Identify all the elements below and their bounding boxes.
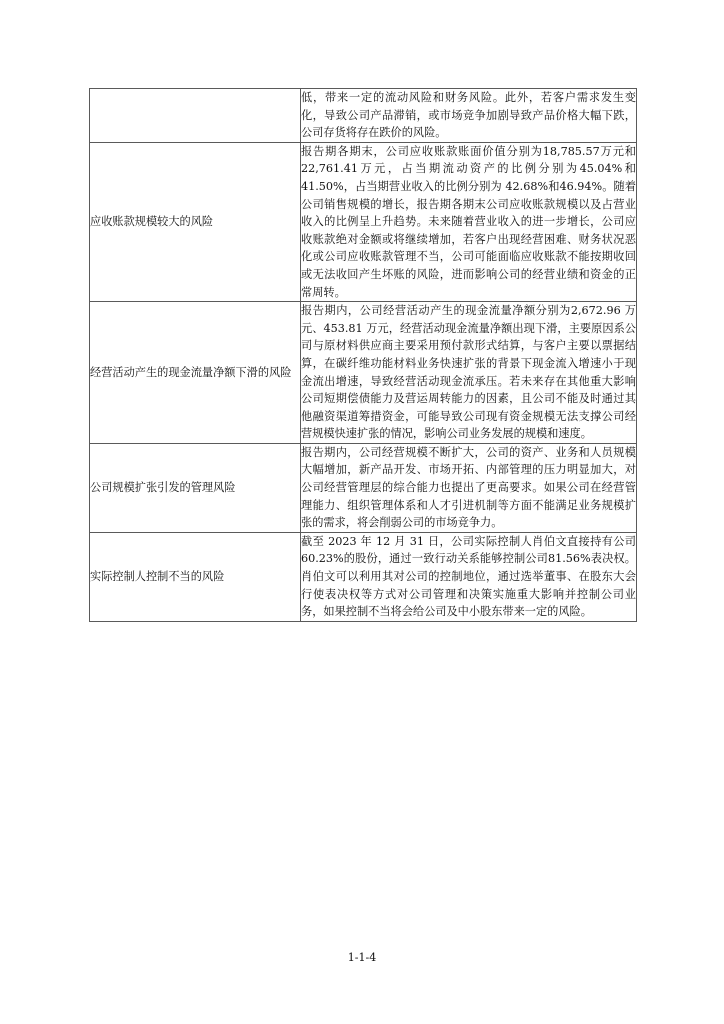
risk-factor-table bbox=[89, 88, 637, 622]
risk-description-cell: 报告期内，公司经营规模不断扩大，公司的资产、业务和人员规模大幅增加，新产品开发、市场开拓、内部管理的压力明显加大，对公司经营管理层的综合能力也提出了更高要求。如果公司在经营管理能力、组织管理体系和人才引进机制等方面不能满足业务规模扩张的需求，将会削弱公司的市场竞争力。 bbox=[301, 443, 637, 532]
risk-description-cell: 低，带来一定的流动风险和财务风险。此外，若客户需求发生变化，导致公司产品滞销，或市场竞争加剧导致产品价格大幅下跌，公司存货将存在跌价的风险。 bbox=[301, 89, 637, 143]
risk-name-cell: 实际控制人控制不当的风险 bbox=[90, 532, 301, 621]
table-row bbox=[90, 302, 637, 444]
table-row bbox=[90, 89, 637, 143]
page-number: 1-1-4 bbox=[347, 951, 377, 964]
risk-name-cell: 公司规模扩张引发的管理风险 bbox=[90, 443, 301, 532]
risk-description-cell: 截至 2023 年 12 月 31 日，公司实际控制人肖伯文直接持有公司 60.23%的股份，通过一致行动关系能够控制公司81.56%表决权。肖伯文可以利用其对公司的控制地位，通过选举董事、在股东大会行使表决权等方式对公司管理和决策实施重大影响并控制公司业务，如果控制不当将会给公司及中小股东带来一定的风险。 bbox=[301, 532, 637, 621]
risk-name-cell: 应收账款规模较大的风险 bbox=[90, 142, 301, 301]
table-row bbox=[90, 532, 637, 621]
risk-name-cell: 经营活动产生的现金流量净额下滑的风险 bbox=[90, 302, 301, 444]
risk-description-cell: 报告期各期末，公司应收账款账面价值分别为18,785.57万元和22,761.41万元，占当期流动资产的比例分别为45.04%和 41.50%，占当期营业收入的比例分别为 42.68%和46.94%。随着公司销售规模的增长，报告期各期末公司应收账款规模以及占营业收入的比例呈上升趋势。未来随着营业收入的进一步增长，公司应收账款绝对金额或将继续增加，若客户出现经营困难、财务状况恶化或公司应收账款管理不当，公司可能面临应收账款不能按期收回或无法收回产生坏账的风险，进而影响公司的经营业绩和资金的正常周转。 bbox=[301, 142, 637, 301]
risk-description-cell: 报告期内，公司经营活动产生的现金流量净额分别为2,672.96 万元、453.81 万元，经营活动现金流量净额出现下滑，主要原因系公司与原材料供应商主要采用预付款形式结算，与客户主要以票据结算，在碳纤维功能材料业务快速扩张的背景下现金流入增速小于现金流出增速，导致经营活动现金流承压。若未来存在其他重大影响公司短期偿债能力及营运周转能力的因素，且公司不能及时通过其他融资渠道筹措资金，可能导致公司现有资金规模无法支撑公司经营规模快速扩张的情况，影响公司业务发展的规模和速度。 bbox=[301, 302, 637, 444]
table-row bbox=[90, 443, 637, 532]
risk-name-cell bbox=[90, 89, 301, 143]
table-row bbox=[90, 142, 637, 301]
